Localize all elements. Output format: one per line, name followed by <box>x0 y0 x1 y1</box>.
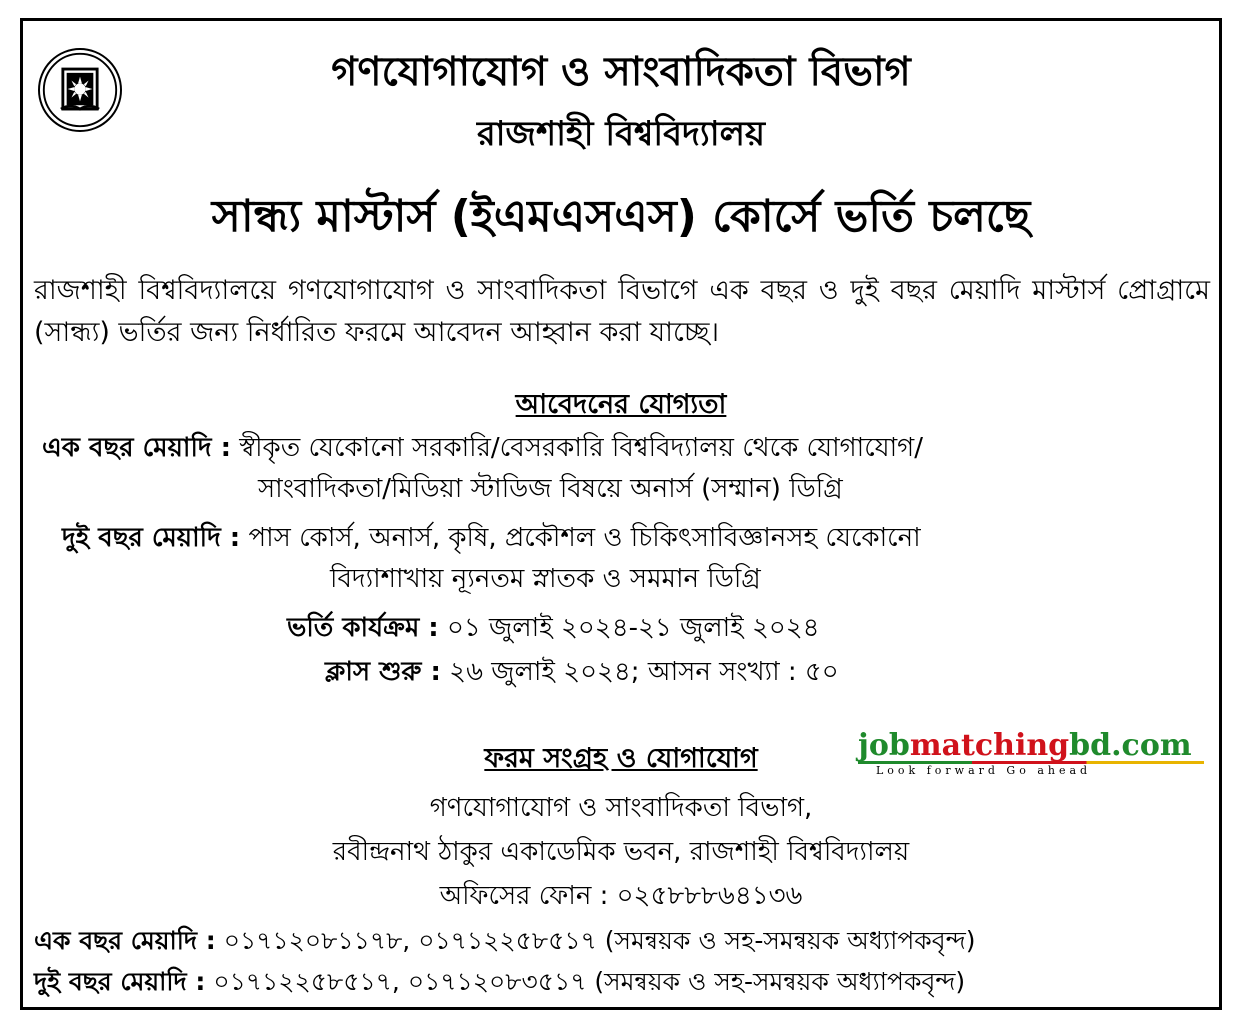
two-year-contact-value: ০১৭১২২৫৮৫১৭, ০১৭১২০৮৩৫১৭ (সমন্বয়ক ও সহ-সমন্বয়ক অধ্যাপকবৃন্দ) <box>213 967 966 996</box>
one-year-contact-value: ০১৭১২০৮১১৭৮, ০১৭১২২৫৮৫১৭ (সমন্বয়ক ও সহ-সমন্বয়ক অধ্যাপকবৃন্দ) <box>223 926 976 955</box>
two-year-eligibility <box>62 517 921 561</box>
contact-line1: গণযোগাযোগ ও সাংবাদিকতা বিভাগ, <box>429 793 813 823</box>
watermark-logo <box>858 728 1208 777</box>
watermark-part1: job <box>858 728 910 763</box>
admission-schedule <box>287 607 820 651</box>
watermark-part2: matching <box>909 728 1070 763</box>
watermark-name <box>858 728 1208 763</box>
one-year-eligibility-line2: সাংবাদিকতা/মিডিয়া স্টাডিজ বিষয়ে অনার্স (সম্মান) ডিগ্রি <box>258 474 843 504</box>
admission-value: ০১ জুলাই ২০২৪-২১ জুলাই ২০২৪ <box>446 613 820 643</box>
two-year-contact <box>34 962 965 1005</box>
two-year-eligibility-line1: পাস কোর্স, অনার্স, কৃষি, প্রকৌশল ও চিকিৎসাবিজ্ঞানসহ যেকোনো <box>248 523 921 553</box>
intro-paragraph: রাজশাহী বিশ্ববিদ্যালয়ে গণযোগাযোগ ও সাংবাদিকতা বিভাগে এক বছর ও দুই বছর মেয়াদি মাস্টার্স প্রোগ্রামে (সান্ধ্য) ভর্তির জন্য নির্ধারিত ফরমে আবেদন আহ্বান করা যাচ্ছে। <box>34 275 1210 348</box>
watermark-tagline: Look forward Go ahead <box>876 764 1092 777</box>
admission-label: ভর্তি কার্যক্রম : <box>287 613 439 643</box>
watermark-part3: bd.com <box>1069 728 1192 763</box>
office-phone: অফিসের ফোন : ০২৫৮৮৮৬৪১৩৬ <box>439 881 803 911</box>
eligibility-title: আবেদনের যোগ্যতা <box>515 389 727 420</box>
contact-line2: রবীন্দ্রনাথ ঠাকুর একাডেমিক ভবন, রাজশাহী বিশ্ববিদ্যালয় <box>332 837 910 867</box>
university-title: রাজশাহী বিশ্ববিদ্যালয় <box>476 114 766 154</box>
one-year-contact-label: এক বছর মেয়াদি : <box>34 926 216 955</box>
department-title: গণযোগাযোগ ও সাংবাদিকতা বিভাগ <box>331 49 911 95</box>
contact-title: ফরম সংগ্রহ ও যোগাযোগ <box>484 743 758 774</box>
one-year-eligibility-line1: স্বীকৃত যেকোনো সরকারি/বেসরকারি বিশ্ববিদ্যালয় থেকে যোগাযোগ/ <box>239 433 923 463</box>
two-year-contact-label: দুই বছর মেয়াদি : <box>34 967 206 996</box>
class-value: ২৬ জুলাই ২০২৪; আসন সংখ্যা : ৫০ <box>449 657 839 687</box>
one-year-eligibility <box>42 427 923 471</box>
two-year-eligibility-line2: বিদ্যাশাখায় ন্যূনতম স্নাতক ও সমমান ডিগ্রি <box>330 564 761 594</box>
class-label: ক্লাস শুরু : <box>325 657 441 687</box>
two-year-label: দুই বছর মেয়াদি : <box>62 523 241 553</box>
one-year-label: এক বছর মেয়াদি : <box>42 433 231 463</box>
headline: সান্ধ্য মাস্টার্স (ইএমএসএস) কোর্সে ভর্তি চলছে <box>211 191 1031 242</box>
class-start <box>325 651 839 695</box>
one-year-contact <box>34 921 976 964</box>
